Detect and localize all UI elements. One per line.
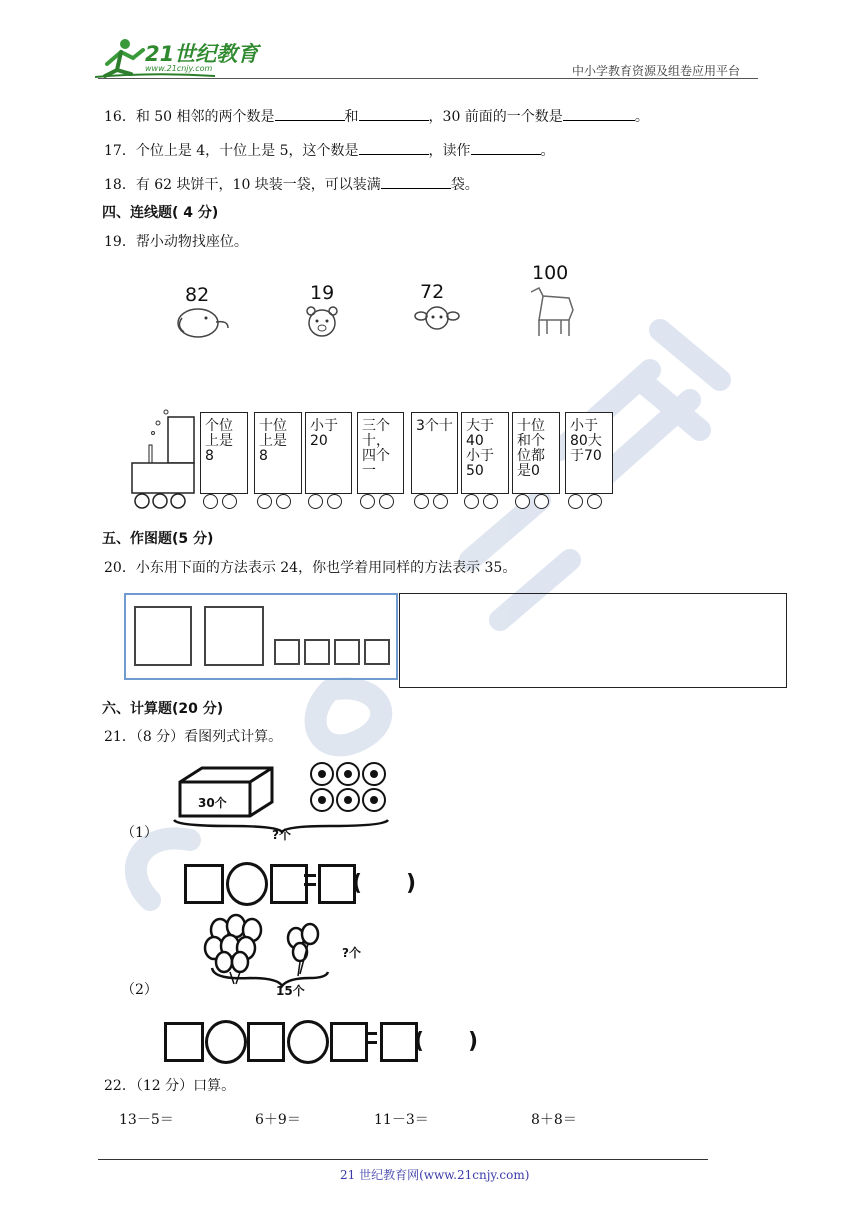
question-17: 17．个位上是 4，十位上是 5，这个数是 ，读作 。 [104, 140, 555, 160]
dog-icon [413, 300, 461, 336]
number-box[interactable] [270, 864, 308, 904]
train-car-line: 一 [362, 463, 376, 479]
footer-rule [98, 1159, 708, 1160]
box-count-label: 30个 [198, 796, 227, 810]
wheel-icon [327, 494, 342, 509]
unknown-count-label: ?个 [342, 946, 361, 960]
section-6-title: 六、计算题(20 分) [102, 701, 224, 717]
result-box[interactable] [380, 1022, 418, 1062]
animal-number: 19 [310, 282, 335, 304]
oral-item: 8＋8＝ [531, 1112, 577, 1128]
oral-item: 13－5＝ [119, 1112, 174, 1128]
number-box[interactable] [330, 1022, 368, 1062]
horse-icon [525, 284, 581, 342]
wheel-icon [515, 494, 530, 509]
wheel-icon [587, 494, 602, 509]
question-22: 22．（12 分）口算。 [104, 1078, 236, 1094]
header-logo [95, 36, 265, 80]
oral-item: 11－3＝ [374, 1112, 429, 1128]
train-car-line: 于70 [570, 448, 602, 464]
train-car-line: 位都 [517, 448, 545, 464]
wheel-icon [379, 494, 394, 509]
answer-blank[interactable] [471, 140, 541, 155]
train-car-label [205, 419, 233, 464]
train-car-line: 和个 [517, 433, 545, 449]
train-car-line: 十位 [259, 418, 287, 434]
one-square [274, 639, 300, 665]
animal-number: 82 [185, 284, 210, 306]
train-car[interactable] [461, 412, 509, 494]
wheel-icon [534, 494, 549, 509]
train-car-label [517, 419, 545, 479]
operator-circle[interactable] [287, 1020, 329, 1064]
header-rule [98, 78, 758, 79]
sub-question-1-label: （1） [121, 825, 158, 841]
train-car-label [259, 419, 287, 464]
ten-square [134, 606, 192, 666]
answer-blank[interactable] [359, 106, 429, 121]
train-car-line: 十位 [517, 418, 545, 434]
sub-question-2-label: （2） [121, 982, 158, 998]
answer-blank[interactable] [381, 174, 451, 189]
wheel-icon [222, 494, 237, 509]
train-car-label [362, 419, 390, 479]
train-car-line: 20 [310, 433, 328, 449]
logo-url: www.21cnjy.com [145, 64, 213, 73]
train-car-line: 80大 [570, 433, 602, 449]
wheel-icon [433, 494, 448, 509]
train-car-line: 上是 [259, 433, 287, 449]
wheel-icon [483, 494, 498, 509]
animal-number: 100 [532, 262, 569, 284]
wheel-icon [203, 494, 218, 509]
train-car-line: 50 [466, 463, 484, 479]
train-car-line: 3个十 [416, 418, 453, 434]
total-unknown-label: ?个 [272, 828, 291, 842]
train-car-line: 小于 [570, 418, 598, 434]
train [128, 400, 618, 515]
result-box[interactable] [318, 864, 356, 904]
animal-number: 72 [420, 281, 445, 303]
footer-text: 21 世纪教育网(www.21cnjy.com) [340, 1168, 530, 1182]
train-car[interactable] [254, 412, 302, 494]
question-19: 19．帮小动物找座位。 [104, 234, 248, 250]
operator-circle[interactable] [226, 862, 268, 906]
drawing-answer-box[interactable] [399, 593, 787, 688]
question-21: 21．（8 分）看图列式计算。 [104, 729, 283, 745]
question-16: 16．和 50 相邻的两个数是 和 ，30 前面的一个数是 。 [104, 106, 649, 126]
wheel-icon [276, 494, 291, 509]
oral-item: 6＋9＝ [255, 1112, 301, 1128]
train-car-line: 大于 [466, 418, 494, 434]
logo-text: 21世纪教育 [145, 42, 259, 66]
wheel-icon [257, 494, 272, 509]
question-20: 20．小东用下面的方法表示 24，你也学着用同样的方法表示 35。 [104, 560, 517, 576]
operator-circle[interactable] [205, 1020, 247, 1064]
train-car-line: 8 [205, 448, 214, 464]
train-car-line: 十， [362, 433, 390, 449]
one-square [334, 639, 360, 665]
wheel-icon [464, 494, 479, 509]
one-square [364, 639, 390, 665]
number-box[interactable] [247, 1022, 285, 1062]
header-right-text: 中小学教育资源及组卷应用平台 [572, 64, 741, 78]
one-square [304, 639, 330, 665]
number-box[interactable] [184, 864, 224, 904]
train-car-line: 上是 [205, 433, 233, 449]
train-car[interactable] [411, 412, 458, 494]
train-car[interactable] [512, 412, 560, 494]
train-car[interactable] [305, 412, 352, 494]
train-car-line: 小于 [310, 418, 338, 434]
wheel-icon [360, 494, 375, 509]
number-box[interactable] [164, 1022, 204, 1062]
train-car-line: 40 [466, 433, 484, 449]
train-car-label [416, 419, 453, 434]
locomotive-icon [128, 400, 200, 515]
ten-square [204, 606, 264, 666]
train-car-label [310, 419, 338, 449]
train-car-line: 四个 [362, 448, 390, 464]
wheel-icon [568, 494, 583, 509]
total-count-label: 15个 [276, 984, 305, 998]
unit-paren: ( ) [352, 871, 417, 896]
equals-sign [304, 874, 316, 886]
train-car-line: 小于 [466, 448, 494, 464]
wheel-icon [308, 494, 323, 509]
train-car-line: 8 [259, 448, 268, 464]
example-frame [124, 593, 398, 680]
train-car-line: 三个 [362, 418, 390, 434]
train-car-line: 个位 [205, 418, 233, 434]
unit-paren: ( ) [414, 1029, 479, 1054]
bear-icon [302, 303, 342, 339]
answer-blank[interactable] [563, 106, 635, 121]
answer-blank[interactable] [359, 140, 429, 155]
train-car-label [466, 419, 494, 479]
answer-blank[interactable] [275, 106, 345, 121]
equals-sign [365, 1032, 377, 1044]
train-car[interactable] [357, 412, 404, 494]
train-car[interactable] [565, 412, 613, 494]
section-4-title: 四、连线题( 4 分) [102, 205, 219, 221]
train-car-line: 是0 [517, 463, 540, 479]
section-5-title: 五、作图题(5 分) [102, 531, 214, 547]
elephant-icon [172, 304, 234, 342]
train-car[interactable] [200, 412, 248, 494]
wheel-icon [414, 494, 429, 509]
question-18: 18．有 62 块饼干，10 块装一袋，可以装满 袋。 [104, 174, 479, 194]
train-car-label [570, 419, 602, 464]
